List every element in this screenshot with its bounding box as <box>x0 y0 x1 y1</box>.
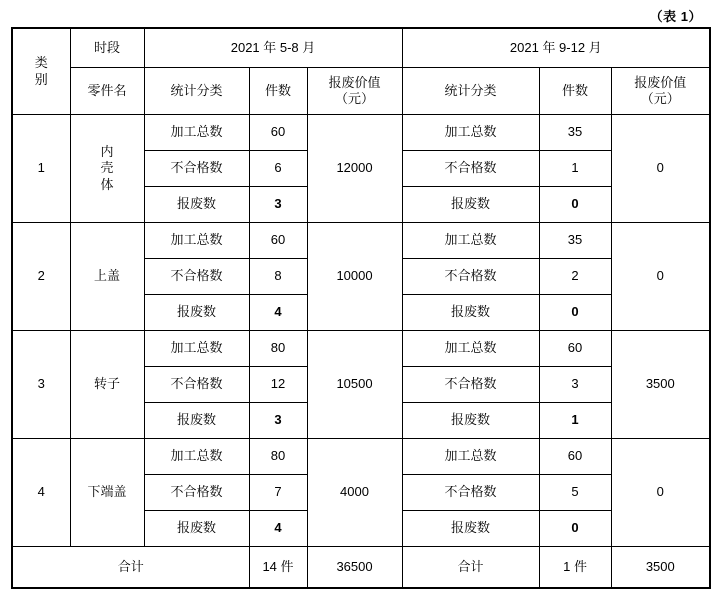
g2-unqualified-value: 2 <box>539 259 611 295</box>
summary-row <box>12 547 710 589</box>
header-part-name: 零件名 <box>70 68 144 115</box>
g2-total-value: 35 <box>539 115 611 151</box>
metric-label-unqualified: 不合格数 <box>144 475 249 511</box>
metric-label-total: 加工总数 <box>144 439 249 475</box>
metric-label-unqualified: 不合格数 <box>144 259 249 295</box>
metric-label-scrapped: 报废数 <box>402 403 539 439</box>
header-g1-stat: 统计分类 <box>144 68 249 115</box>
table-row <box>12 223 710 259</box>
g1-scrap-value: 10000 <box>307 223 402 331</box>
g1-scrapped-count: 4 <box>249 511 307 547</box>
header-g1-count: 件数 <box>249 68 307 115</box>
header-g2-stat: 统计分类 <box>402 68 539 115</box>
row-index: 2 <box>12 223 70 331</box>
metric-label-unqualified: 不合格数 <box>402 367 539 403</box>
g2-scrap-value: 0 <box>611 223 710 331</box>
g1-total-value: 60 <box>249 223 307 259</box>
g2-unqualified-value: 5 <box>539 475 611 511</box>
g1-unqualified-value: 12 <box>249 367 307 403</box>
metric-label-total: 加工总数 <box>402 115 539 151</box>
header-period: 时段 <box>70 28 144 68</box>
table-header-row-1 <box>12 28 710 68</box>
metric-label-unqualified: 不合格数 <box>402 475 539 511</box>
table-row <box>12 115 710 151</box>
header-group-1: 2021 年 5-8 月 <box>144 28 402 68</box>
header-group-2: 2021 年 9-12 月 <box>402 28 710 68</box>
metric-label-total: 加工总数 <box>402 439 539 475</box>
summary-g2-count: 1 件 <box>539 547 611 589</box>
g1-scrap-value: 10500 <box>307 331 402 439</box>
header-category: 类 别 <box>12 28 70 115</box>
header-g2-value: 报废价值 （元） <box>611 68 710 115</box>
g1-unqualified-value: 6 <box>249 151 307 187</box>
g1-scrap-value: 12000 <box>307 115 402 223</box>
g1-scrap-value: 4000 <box>307 439 402 547</box>
table-caption: （表 1） <box>649 9 702 24</box>
metric-label-unqualified: 不合格数 <box>144 367 249 403</box>
scrap-statistics-table-wrapper <box>11 27 709 589</box>
row-part-name: 上盖 <box>70 223 144 331</box>
table-row <box>12 439 710 475</box>
g1-total-value: 80 <box>249 439 307 475</box>
table-header-row-2 <box>12 68 710 115</box>
metric-label-total: 加工总数 <box>144 115 249 151</box>
g2-unqualified-value: 3 <box>539 367 611 403</box>
summary-g1-count: 14 件 <box>249 547 307 589</box>
g2-total-value: 60 <box>539 331 611 367</box>
row-part-name: 内 壳 体 <box>70 115 144 223</box>
summary-label-right: 合计 <box>402 547 539 589</box>
metric-label-unqualified: 不合格数 <box>402 151 539 187</box>
metric-label-total: 加工总数 <box>402 331 539 367</box>
table-row <box>12 331 710 367</box>
row-part-name: 转子 <box>70 331 144 439</box>
g1-total-value: 80 <box>249 331 307 367</box>
g1-total-value: 60 <box>249 115 307 151</box>
g2-scrap-value: 3500 <box>611 331 710 439</box>
row-index: 3 <box>12 331 70 439</box>
metric-label-scrapped: 报废数 <box>144 511 249 547</box>
header-g1-value: 报废价值 （元） <box>307 68 402 115</box>
row-index: 4 <box>12 439 70 547</box>
g2-scrap-value: 0 <box>611 115 710 223</box>
g1-scrapped-count: 3 <box>249 187 307 223</box>
metric-label-scrapped: 报废数 <box>144 403 249 439</box>
g2-scrapped-count: 0 <box>539 187 611 223</box>
metric-label-scrapped: 报废数 <box>402 187 539 223</box>
g2-scrapped-count: 1 <box>539 403 611 439</box>
metric-label-unqualified: 不合格数 <box>402 259 539 295</box>
header-g2-count: 件数 <box>539 68 611 115</box>
g2-scrapped-count: 0 <box>539 295 611 331</box>
g2-total-value: 60 <box>539 439 611 475</box>
metric-label-total: 加工总数 <box>144 331 249 367</box>
metric-label-scrapped: 报废数 <box>402 511 539 547</box>
summary-label-left: 合计 <box>12 547 249 589</box>
summary-g1-value: 36500 <box>307 547 402 589</box>
g2-unqualified-value: 1 <box>539 151 611 187</box>
summary-g2-value: 3500 <box>611 547 710 589</box>
g1-scrapped-count: 4 <box>249 295 307 331</box>
g1-unqualified-value: 7 <box>249 475 307 511</box>
metric-label-unqualified: 不合格数 <box>144 151 249 187</box>
metric-label-scrapped: 报废数 <box>144 187 249 223</box>
metric-label-total: 加工总数 <box>144 223 249 259</box>
g2-scrapped-count: 0 <box>539 511 611 547</box>
scrap-statistics-table <box>11 27 711 589</box>
g1-scrapped-count: 3 <box>249 403 307 439</box>
row-part-name: 下端盖 <box>70 439 144 547</box>
g2-scrap-value: 0 <box>611 439 710 547</box>
row-index: 1 <box>12 115 70 223</box>
g1-unqualified-value: 8 <box>249 259 307 295</box>
g2-total-value: 35 <box>539 223 611 259</box>
metric-label-scrapped: 报废数 <box>144 295 249 331</box>
metric-label-total: 加工总数 <box>402 223 539 259</box>
metric-label-scrapped: 报废数 <box>402 295 539 331</box>
